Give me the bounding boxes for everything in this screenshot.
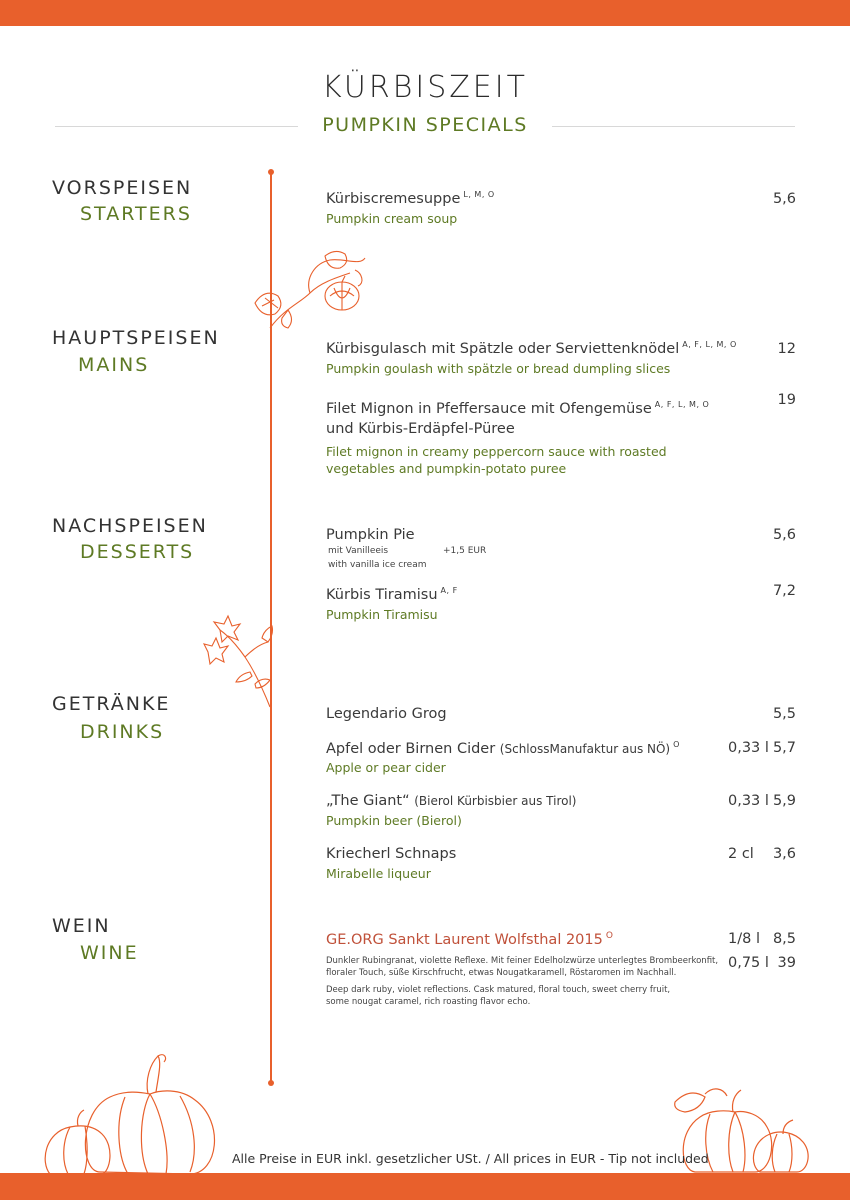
divider-dot-top bbox=[268, 169, 274, 175]
menu-item: Kürbis Tiramisu $^{A, F}$ bbox=[326, 586, 458, 603]
menu-item-qty: 0,33 l bbox=[728, 793, 769, 809]
page-title: KÜRBISZEIT bbox=[322, 70, 528, 105]
menu-item-line2: und Kürbis-Erdäpfel-Püree bbox=[326, 421, 515, 437]
top-band bbox=[0, 0, 850, 26]
menu-item-translation: Mirabelle liqueur bbox=[326, 866, 431, 881]
wine-description-de-1: Dunkler Rubingranat, violette Reflexe. Mit feiner Edelholzwürze unterlegtes Brombeerkonfit, bbox=[326, 956, 719, 966]
menu-item-translation: Pumpkin beer (Bierol) bbox=[326, 813, 462, 828]
section-drinks-en: DRINKS bbox=[80, 721, 165, 743]
divider-dot-bottom bbox=[268, 1080, 274, 1086]
menu-item-extra: mit Vanilleeis bbox=[328, 546, 389, 556]
wine-price-bottle: 39 bbox=[777, 955, 796, 971]
menu-item-price: 19 bbox=[777, 392, 796, 408]
wine-name: GE.ORG Sankt Laurent Wolfsthal 2015 $^O$ bbox=[326, 931, 613, 948]
pumpkins-left-illustration bbox=[40, 1052, 230, 1177]
wine-qty-glass: 1/8 l bbox=[728, 931, 760, 947]
section-drinks-de: GETRÄNKE bbox=[52, 693, 171, 715]
section-wine-de: WEIN bbox=[52, 915, 111, 937]
menu-item: Apfel oder Birnen Cider (SchlossManufaktur aus NÖ) $^O$ bbox=[326, 740, 680, 757]
wine-qty-bottle: 0,75 l bbox=[728, 955, 769, 971]
menu-item-price: 5,6 bbox=[772, 527, 796, 543]
page-subtitle: PUMPKIN SPECIALS bbox=[322, 114, 528, 136]
bottom-band bbox=[0, 1173, 850, 1200]
menu-item-translation-line2: vegetables and pumpkin-potato puree bbox=[326, 461, 567, 476]
menu-item-price: 12 bbox=[777, 341, 796, 357]
menu-item-translation: Pumpkin Tiramisu bbox=[326, 607, 438, 622]
menu-item-price: 5,9 bbox=[772, 793, 796, 809]
section-starters-de: VORSPEISEN bbox=[52, 177, 193, 199]
section-wine-en: WINE bbox=[80, 942, 139, 964]
wine-description-en-1: Deep dark ruby, violet reflections. Cask matured, floral touch, sweet cherry fruit, bbox=[326, 985, 671, 995]
menu-item-extra-translation: with vanilla ice cream bbox=[328, 560, 427, 570]
menu-item-price: 5,5 bbox=[772, 706, 796, 722]
menu-item: Kürbiscremesuppe $^{L, M, O}$ bbox=[326, 190, 495, 207]
menu-item-qty: 2 cl bbox=[728, 846, 754, 862]
menu-item-price: 7,2 bbox=[772, 583, 796, 599]
menu-item-price: 5,6 bbox=[772, 191, 796, 207]
menu-item: Pumpkin Pie bbox=[326, 527, 415, 543]
menu-item: Legendario Grog bbox=[326, 706, 447, 722]
footer-note: Alle Preise in EUR inkl. gesetzlicher USt. / All prices in EUR - Tip not included bbox=[232, 1151, 709, 1166]
wine-price-glass: 8,5 bbox=[772, 931, 796, 947]
section-desserts-en: DESSERTS bbox=[80, 541, 195, 563]
flower-branch-illustration bbox=[200, 612, 280, 712]
section-mains-en: MAINS bbox=[78, 354, 150, 376]
menu-item-extra-price: +1,5 EUR bbox=[443, 546, 487, 556]
menu-item: „The Giant“ (Bierol Kürbisbier aus Tirol) bbox=[326, 793, 577, 809]
menu-item-price: 3,6 bbox=[772, 846, 796, 862]
menu-item-translation: Pumpkin cream soup bbox=[326, 211, 458, 226]
section-mains-de: HAUPTSPEISEN bbox=[52, 327, 220, 349]
menu-item-translation: Pumpkin goulash with spätzle or bread dumpling slices bbox=[326, 361, 671, 376]
section-starters-en: STARTERS bbox=[80, 203, 192, 225]
wine-description-en-2: some nougat caramel, rich roasting flavor echo. bbox=[326, 997, 531, 1007]
section-desserts-de: NACHSPEISEN bbox=[52, 515, 208, 537]
menu-item-translation: Apple or pear cider bbox=[326, 760, 446, 775]
menu-item: Kriecherl Schnaps bbox=[326, 846, 457, 862]
wine-description-de-2: floraler Touch, süße Kirschfrucht, etwas Nougatkaramell, Röstaromen im Nachhall. bbox=[326, 968, 677, 978]
menu-item-qty: 0,33 l bbox=[728, 740, 769, 756]
menu-item-translation: Filet mignon in creamy peppercorn sauce with roasted bbox=[326, 444, 667, 459]
menu-item: Filet Mignon in Pfeffersauce mit Ofengemüse $^{A, F, L, M, O}$ bbox=[326, 400, 710, 417]
menu-item: Kürbisgulasch mit Spätzle oder Serviettenknödel $^{A, F, L, M, O}$ bbox=[326, 340, 737, 357]
pumpkin-vine-illustration bbox=[250, 248, 370, 338]
menu-item-price: 5,7 bbox=[772, 740, 796, 756]
